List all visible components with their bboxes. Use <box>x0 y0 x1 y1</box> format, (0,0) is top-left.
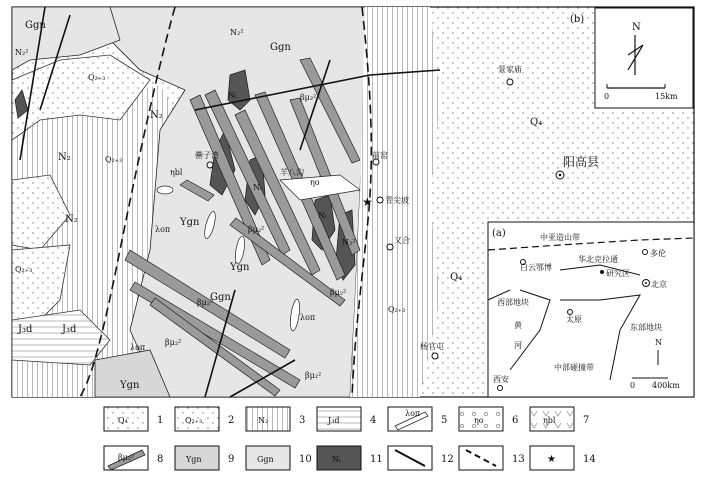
svg-text:βμ₂²: βμ₂² <box>118 453 135 462</box>
svg-text:Ggn: Ggn <box>270 42 291 53</box>
svg-text:Q₄: Q₄ <box>530 117 543 128</box>
legend-item-2 <box>175 407 234 431</box>
legend-item-6 <box>459 407 518 431</box>
svg-text:λoπ: λoπ <box>300 313 316 322</box>
svg-text:ηo: ηo <box>474 416 484 425</box>
legend-item-12 <box>388 446 454 470</box>
svg-text:N₂: N₂ <box>58 152 71 163</box>
svg-text:黄: 黄 <box>514 321 522 330</box>
svg-text:Ggn: Ggn <box>210 292 231 303</box>
svg-text:λoπ: λoπ <box>405 409 421 418</box>
legend-item-4 <box>317 407 376 431</box>
svg-text:5: 5 <box>441 415 448 426</box>
svg-text:11: 11 <box>370 454 383 465</box>
svg-text:N₂²: N₂² <box>15 48 29 57</box>
svg-text:白云鄂博: 白云鄂博 <box>520 263 552 272</box>
svg-text:βμ₂²: βμ₂² <box>165 338 182 347</box>
legend-item-11 <box>317 446 383 470</box>
svg-text:又合: 又合 <box>394 236 410 245</box>
svg-text:北京: 北京 <box>651 280 667 289</box>
svg-text:河: 河 <box>514 341 522 350</box>
svg-text:ηbl: ηbl <box>543 416 556 425</box>
svg-text:Nᵢ: Nᵢ <box>253 183 262 192</box>
svg-text:βμ₂²: βμ₂² <box>248 225 265 234</box>
svg-text:前窑: 前窑 <box>372 151 388 160</box>
legend-item-1 <box>104 407 163 431</box>
svg-text:400km: 400km <box>652 381 680 390</box>
svg-text:βμ₂²: βμ₂² <box>300 93 317 102</box>
svg-text:9: 9 <box>228 454 235 465</box>
svg-text:10: 10 <box>299 454 312 465</box>
svg-text:Ggn: Ggn <box>25 20 46 31</box>
svg-text:羊八沟: 羊八沟 <box>280 168 304 177</box>
svg-text:Ygn: Ygn <box>120 380 140 391</box>
study-site-star: ★ <box>362 195 373 209</box>
svg-text:罍子湾: 罍子湾 <box>195 151 219 160</box>
svg-text:青尖坡: 青尖坡 <box>385 196 409 205</box>
svg-text:8: 8 <box>157 454 164 465</box>
svg-text:1: 1 <box>157 415 164 426</box>
town-marker <box>507 79 513 85</box>
svg-text:λoπ: λoπ <box>155 225 171 234</box>
svg-text:J₃d: J₃d <box>18 324 33 335</box>
svg-text:ηo: ηo <box>310 178 320 187</box>
svg-text:阳高县: 阳高县 <box>563 155 600 169</box>
svg-text:4: 4 <box>370 415 377 426</box>
svg-text:Q₂₊₃: Q₂₊₃ <box>88 73 106 82</box>
svg-text:N₂: N₂ <box>258 416 269 425</box>
svg-text:★: ★ <box>547 454 556 465</box>
svg-text:J₃d: J₃d <box>328 416 340 425</box>
legend-item-7 <box>530 407 589 431</box>
svg-text:中部碰撞带: 中部碰撞带 <box>554 363 594 372</box>
svg-text:西安: 西安 <box>493 375 509 384</box>
legend-item-13 <box>459 446 525 470</box>
svg-text:(a): (a) <box>492 228 506 239</box>
svg-text:0: 0 <box>630 381 636 390</box>
svg-text:太原: 太原 <box>566 315 582 324</box>
svg-text:12: 12 <box>441 454 454 465</box>
svg-text:λoπ: λoπ <box>130 343 146 352</box>
svg-text:中亚造山带: 中亚造山带 <box>540 233 580 242</box>
svg-text:βμ₂²: βμ₂² <box>197 298 214 307</box>
legend-item-3 <box>246 407 305 431</box>
svg-text:N₂²: N₂² <box>230 28 244 37</box>
legend-item-10 <box>246 446 312 470</box>
inset-map-a <box>488 222 694 397</box>
svg-text:0: 0 <box>604 92 610 101</box>
svg-text:N₂: N₂ <box>150 110 163 121</box>
svg-text:ηbl: ηbl <box>170 168 183 177</box>
svg-text:Q₂₊₃: Q₂₊₃ <box>185 416 203 425</box>
svg-text:N₂: N₂ <box>65 214 78 225</box>
legend <box>104 407 596 470</box>
svg-text:Nᵢ: Nᵢ <box>332 455 341 464</box>
legend-item-5 <box>388 407 447 431</box>
svg-text:Nᵢ: Nᵢ <box>228 91 237 100</box>
svg-text:J₃d: J₃d <box>62 324 77 335</box>
svg-text:14: 14 <box>583 454 596 465</box>
svg-text:Q₂₊₃: Q₂₊₃ <box>388 305 406 314</box>
svg-text:N: N <box>655 338 662 347</box>
svg-text:6: 6 <box>512 415 519 426</box>
svg-text:多伦: 多伦 <box>650 249 666 258</box>
legend-item-9 <box>175 446 234 470</box>
svg-text:研究区: 研究区 <box>606 269 630 278</box>
svg-text:景家庙: 景家庙 <box>498 65 522 74</box>
svg-text:华北克拉通: 华北克拉通 <box>578 255 618 264</box>
north-arrow-b <box>595 8 693 108</box>
svg-text:15km: 15km <box>655 92 678 101</box>
svg-text:Q₂₊₃: Q₂₊₃ <box>105 155 123 164</box>
svg-text:N₂²: N₂² <box>342 238 356 247</box>
svg-text:Q₄: Q₄ <box>118 416 128 425</box>
main-map-panel <box>12 7 694 397</box>
svg-text:Ygn: Ygn <box>180 217 200 228</box>
svg-text:3: 3 <box>299 415 306 426</box>
svg-text:东部地块: 东部地块 <box>630 323 662 332</box>
svg-text:Ygn: Ygn <box>186 455 202 464</box>
svg-text:Q₂₊₃: Q₂₊₃ <box>15 265 33 274</box>
panel-b-label: (b) <box>570 14 585 25</box>
svg-text:西部地块: 西部地块 <box>497 298 529 307</box>
svg-text:杨官屯: 杨官屯 <box>420 342 444 351</box>
svg-text:13: 13 <box>512 454 525 465</box>
svg-text:Ggn: Ggn <box>257 455 274 464</box>
svg-text:2: 2 <box>228 415 235 426</box>
svg-text:Nᵢ: Nᵢ <box>318 211 327 220</box>
svg-text:N: N <box>632 22 641 33</box>
legend-item-8 <box>104 446 163 470</box>
svg-text:7: 7 <box>583 415 590 426</box>
svg-text:Ygn: Ygn <box>230 262 250 273</box>
legend-item-14 <box>530 446 596 470</box>
svg-text:βμ₂²: βμ₂² <box>305 371 322 380</box>
svg-text:Q₄: Q₄ <box>450 272 463 283</box>
svg-text:βμ₂²: βμ₂² <box>330 288 347 297</box>
